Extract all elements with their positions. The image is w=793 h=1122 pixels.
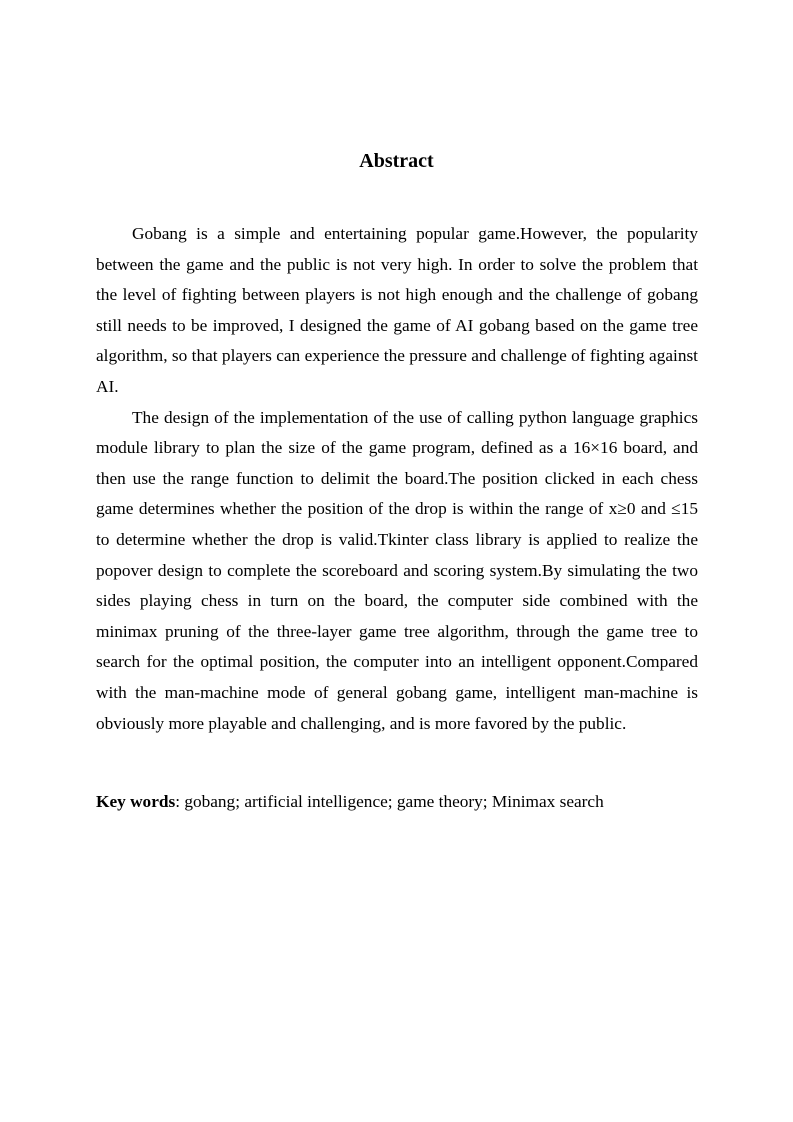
keywords-label: Key words: [96, 792, 176, 811]
keywords-text: gobang; artificial intelligence; game theory; Minimax search: [184, 792, 604, 811]
abstract-paragraph-2: The design of the implementation of the use of calling python language graphics module library to plan the size of the game program, defined as a 16×16 board, and then use the range function to delimit the board.The position clicked in each chess game determines whether the position of the drop is within the range of x≥0 and ≤15 to determine whether the drop is valid.Tkinter class library is applied to realize the popover design to complete the scoreboard and scoring system.By simulating the two sides playing chess in turn on the board, the computer side combined with the minimax pruning of the three-layer game tree algorithm, through the game tree to search for the optimal position, the computer into an intelligent opponent.Compared with the man-machine mode of general gobang game, intelligent man-machine is obviously more playable and challenging, and is more favored by the public.: [96, 407, 698, 733]
abstract-paragraph-1: Gobang is a simple and entertaining popular game.However, the popularity between the game and the public is not very high. In order to solve the problem that the level of fighting between players is not high enough and the challenge of gobang still needs to be improved, I designed the game of AI gobang based on the game tree algorithm, so that players can experience the pressure and challenge of fighting against AI.: [96, 224, 698, 396]
abstract-title: Abstract: [359, 150, 434, 172]
keywords-line: [96, 787, 698, 817]
abstract-body: [96, 219, 698, 739]
keywords-separator: :: [175, 792, 185, 811]
